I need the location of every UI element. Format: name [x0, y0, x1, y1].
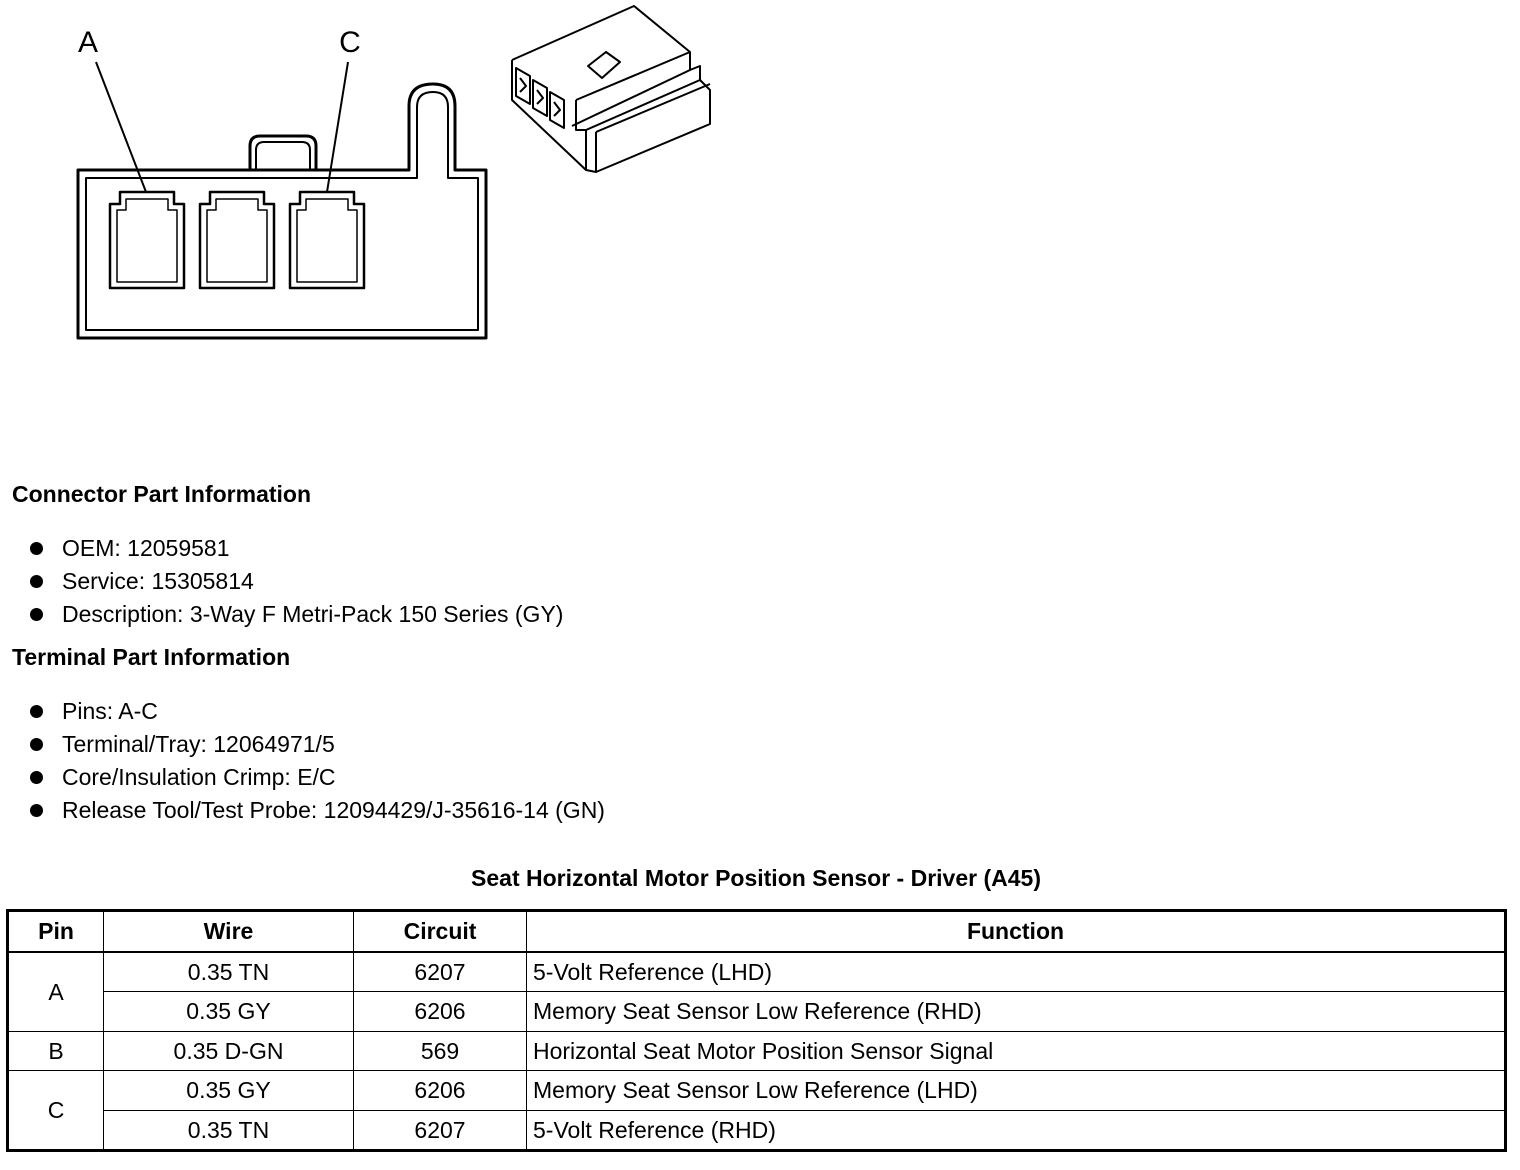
list-item: Pins: A-C — [28, 695, 605, 728]
cavity-a — [110, 192, 184, 288]
function-cell: 5-Volt Reference (LHD) — [527, 952, 1506, 992]
circuit-cell: 6207 — [354, 952, 527, 992]
circuit-cell: 569 — [354, 1031, 527, 1071]
pin-cell: C — [8, 1071, 104, 1151]
callout-a: A — [77, 26, 99, 59]
header-pin: Pin — [8, 911, 104, 952]
table-row — [8, 1110, 1506, 1151]
wire-cell: 0.35 TN — [104, 952, 354, 992]
pin-cell: A — [8, 952, 104, 1032]
connector-info-title: Connector Part Information — [12, 481, 312, 507]
leader-line-a — [96, 62, 146, 192]
list-item: Description: 3-Way F Metri-Pack 150 Series (GY) — [28, 598, 563, 631]
connector-housing-outline — [78, 84, 486, 338]
wire-cell: 0.35 GY — [104, 992, 354, 1032]
table-title: Seat Horizontal Motor Position Sensor - Driver (A45) — [471, 865, 1041, 891]
table-header-row — [8, 911, 1506, 952]
list-item: Terminal/Tray: 12064971/5 — [28, 728, 605, 761]
connector-info-list — [28, 532, 563, 631]
function-cell: Memory Seat Sensor Low Reference (LHD) — [527, 1071, 1506, 1111]
function-cell: 5-Volt Reference (RHD) — [527, 1110, 1506, 1151]
table-row — [8, 1031, 1506, 1071]
circuit-cell: 6207 — [354, 1110, 527, 1151]
header-function: Function — [527, 911, 1506, 952]
terminal-info-title: Terminal Part Information — [12, 644, 291, 670]
callout-c: C — [339, 26, 361, 59]
list-item: Core/Insulation Crimp: E/C — [28, 761, 605, 794]
leader-line-c — [327, 62, 348, 192]
function-cell: Memory Seat Sensor Low Reference (RHD) — [527, 992, 1506, 1032]
cavity-b — [200, 192, 274, 288]
list-item: Release Tool/Test Probe: 12094429/J-35616-14 (GN) — [28, 794, 605, 827]
connector-isometric-icon — [512, 6, 710, 172]
header-circuit: Circuit — [354, 911, 527, 952]
pin-cell: B — [8, 1031, 104, 1071]
header-wire: Wire — [104, 911, 354, 952]
list-item: Service: 15305814 — [28, 565, 563, 598]
table-row — [8, 992, 1506, 1032]
connector-housing-inner — [86, 92, 478, 330]
wire-cell: 0.35 D-GN — [104, 1031, 354, 1071]
table-row — [8, 952, 1506, 992]
circuit-cell: 6206 — [354, 1071, 527, 1111]
terminal-info-list — [28, 695, 605, 827]
connector-diagram — [0, 0, 760, 360]
circuit-cell: 6206 — [354, 992, 527, 1032]
list-item: OEM: 12059581 — [28, 532, 563, 565]
table-row — [8, 1071, 1506, 1111]
cavity-c — [290, 192, 364, 288]
wire-cell: 0.35 TN — [104, 1110, 354, 1151]
pinout-table — [6, 909, 1507, 1152]
wire-cell: 0.35 GY — [104, 1071, 354, 1111]
function-cell: Horizontal Seat Motor Position Sensor Signal — [527, 1031, 1506, 1071]
